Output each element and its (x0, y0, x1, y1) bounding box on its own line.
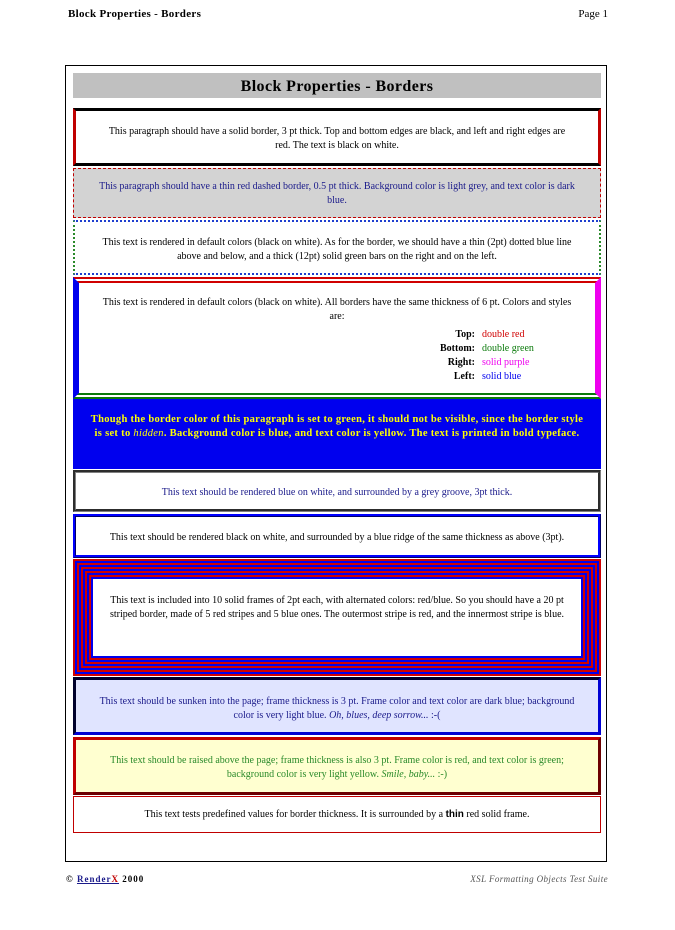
footer-copyright (66, 874, 144, 884)
renderx-link-text: Render (76, 874, 112, 884)
block-dashed-border (73, 168, 601, 218)
border-style-label: Bottom: (440, 343, 475, 354)
copyright-year: 2000 (122, 874, 145, 884)
border-style-label: Top: (455, 329, 475, 340)
border-style-label: Right: (447, 357, 475, 368)
block-sunken-border (73, 677, 601, 735)
border-style-label: Left: (453, 371, 475, 382)
header-title: Block Properties - Borders (68, 8, 202, 20)
block-mixed-borders (73, 277, 601, 399)
border-style-value: solid purple (482, 357, 530, 368)
renderx-link-x: X (111, 874, 119, 884)
border-style-row (415, 370, 534, 384)
block-hidden-border-text: Though the border color of this paragraph is set to green, it should not be visible, since the border style is set to (90, 414, 584, 439)
block-sunken-border-quote: Oh, blues, deep sorrow... (329, 710, 429, 721)
page-number: Page 1 (578, 8, 608, 20)
block-dotted-border-text: This text is rendered in default colors (black on white). As for the border, we should have a thin (2pt) dotted blue line above and below, and a thick (12pt) solid green bars on the right and on the left. (102, 237, 572, 262)
block-ridge-border-text: This text should be rendered black on white, and surrounded by a blue ridge of the same thickness as above (3pt). (109, 532, 565, 543)
block-raised-border-emoticon: :-) (435, 769, 448, 780)
block-raised-border (73, 737, 601, 795)
block-raised-border-quote: Smile, baby... (381, 769, 436, 780)
block-sunken-border-text: This text should be sunken into the page; frame thickness is 3 pt. Frame color and text color are dark blue; background color is very light blue. (99, 696, 575, 721)
block-striped-border (73, 559, 601, 676)
block-striped-border-text: This text is included into 10 solid frames of 2pt each, with alternated colors: red/blue. So you should have a 20 pt striped border, made of 5 red stripes and 5 blue ones. The outermost stripe is red, and the innermost stripe is blue. (109, 595, 565, 620)
block-thin-border-text: This text tests predefined values for border thickness. It is surrounded by a (144, 809, 446, 820)
border-stripe (91, 577, 583, 658)
block-dotted-border (73, 220, 601, 275)
block-groove-border-text: This text should be rendered blue on white, and surrounded by a grey groove, 3pt thick. (161, 487, 513, 498)
block-hidden-border-text-end: . Background color is blue, and text color is yellow. The text is printed in bold typeface. (163, 428, 580, 439)
block-dashed-border-text: This paragraph should have a thin red dashed border, 0.5 pt thick. Background color is light grey, and text color is dark blue. (99, 181, 575, 206)
block-sunken-border-emoticon: :-( (428, 710, 441, 721)
footer-suite-name: XSL Formatting Objects Test Suite (470, 874, 608, 884)
document-title: Block Properties - Borders (73, 73, 601, 98)
copyright-symbol: © (66, 874, 74, 884)
block-raised-border-text: This text should be raised above the page; frame thickness is also 3 pt. Frame color is red, and text color is green; background color is very light yellow. (110, 755, 564, 780)
block-groove-border (73, 470, 601, 512)
block-mixed-borders-text: This text is rendered in default colors (black on white). All borders have the same thickness of 6 pt. Colors and styles are: (102, 297, 572, 322)
hidden-keyword: hidden (133, 428, 164, 439)
border-style-value: double red (482, 329, 525, 340)
block-ridge-border (73, 514, 601, 558)
border-style-value: solid blue (482, 371, 522, 382)
block-solid-border-text: This paragraph should have a solid border, 3 pt thick. Top and bottom edges are black, and left and right edges are red. The text is black on white. (108, 126, 566, 151)
renderx-link[interactable] (77, 874, 119, 884)
border-style-row (415, 356, 534, 370)
border-style-value: double green (482, 343, 534, 354)
border-style-list (415, 328, 534, 384)
block-thin-border-text-end: red solid frame. (463, 809, 530, 820)
thin-keyword: thin (445, 809, 464, 820)
block-solid-border (73, 108, 601, 166)
block-thin-border (73, 796, 601, 833)
border-style-row (415, 328, 534, 342)
border-style-row (415, 342, 534, 356)
block-hidden-border (73, 399, 601, 469)
